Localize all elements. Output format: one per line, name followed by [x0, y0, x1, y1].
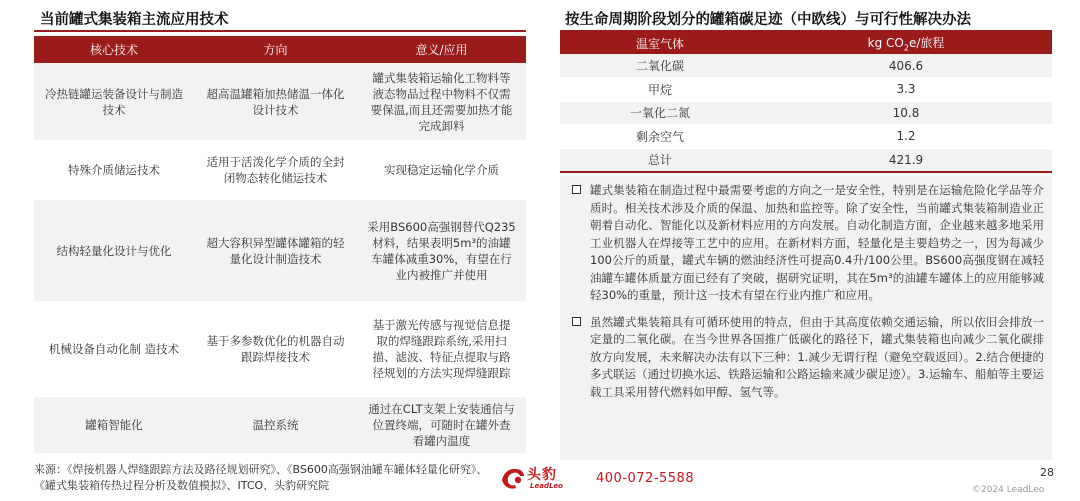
tech-cell: 机械设备自动化制 造技术 — [34, 302, 194, 396]
tech-cell: 特殊介质储运技术 — [34, 141, 194, 199]
right-section-title: 按生命周期阶段划分的罐箱碳足迹（中欧线）与可行性解决办法 — [565, 12, 971, 28]
table-row — [34, 199, 526, 302]
direction-cell: 超大容积异型罐体罐箱的轻量化设计制造技术 — [194, 199, 357, 302]
carbon-table — [560, 32, 1052, 173]
table-row — [34, 141, 526, 199]
direction-cell: 基于多参数优化的机器自动跟踪焊接技术 — [194, 302, 357, 396]
leopard-logo-icon — [500, 464, 526, 490]
left-section-title: 当前罐式集装箱主流应用技术 — [40, 12, 229, 28]
table-row-total — [560, 148, 1052, 172]
table-row — [34, 396, 526, 454]
page-number: 28 — [1040, 466, 1054, 479]
table-row — [560, 125, 1052, 149]
value-cell: 1.2 — [760, 125, 1052, 149]
unit-prefix: kg CO — [867, 35, 904, 50]
value-cell: 10.8 — [760, 101, 1052, 125]
square-bullet-icon — [572, 185, 581, 194]
tech-cell: 结构轻量化设计与优化 — [34, 199, 194, 302]
tech-table-header — [34, 36, 526, 63]
meaning-cell: 采用BS600高强钢替代Q235材料，结果表明5m³的油罐车罐体减重30%，有望在行业内被推广并使用 — [357, 199, 526, 302]
tech-cell: 罐箱智能化 — [34, 396, 194, 454]
table-row — [560, 54, 1052, 78]
gas-cell: 甲烷 — [560, 78, 760, 102]
direction-cell: 超高温罐箱加热储温一体化设计技术 — [194, 63, 357, 141]
analysis-text-box — [560, 176, 1052, 460]
tech-table — [34, 36, 526, 455]
analysis-paragraph — [568, 314, 1044, 402]
direction-cell: 温控系统 — [194, 396, 357, 454]
left-title-rule — [34, 30, 526, 32]
header-meaning: 意义/应用 — [357, 36, 526, 63]
table-row — [34, 302, 526, 396]
logo-chinese-text: 头豹 — [527, 467, 557, 483]
unit-suffix: /旅程 — [916, 35, 945, 50]
header-unit — [760, 32, 1052, 54]
leadleo-logo — [500, 462, 580, 492]
table-row — [560, 101, 1052, 125]
tech-cell: 冷热链罐运装备设计与制造技术 — [34, 63, 194, 141]
analysis-paragraph — [568, 182, 1044, 305]
contact-phone: 400-072-5588 — [596, 471, 695, 486]
paragraph-text: 虽然罐式集装箱具有可循环使用的特点，但由于其高度依赖交通运输，所以依旧会排放一定量的二氧化碳。在当今世界各国推广低碳化的路径下，罐式集装箱也向减少二氧化碳排放方向发展，未来解决办法有以下三种：1.减少无谓行程（避免空载返回）。2.结合便捷的多式联运（通过切换水运、铁路运输和公路运输来减少碳足迹）。3.运输车、船舶等主要运载工具采用替代燃料如甲醇、氢气等。 — [590, 314, 1044, 399]
meaning-cell: 通过在CLT支架上安装通信与位置终端，可随时在罐外查看罐内温度 — [357, 396, 526, 454]
gas-cell: 一氧化二氮 — [560, 101, 760, 125]
gas-cell: 二氧化碳 — [560, 54, 760, 78]
value-cell: 421.9 — [760, 148, 1052, 172]
table-row — [560, 78, 1052, 102]
gas-cell: 剩余空气 — [560, 125, 760, 149]
copyright-note: ©2024 LeadLeo — [972, 485, 1045, 495]
direction-cell: 适用于活泼化学介质的全封闭物态转化储运技术 — [194, 141, 357, 199]
unit-sub: 2 — [903, 43, 909, 53]
gas-cell: 总计 — [560, 148, 760, 172]
paragraph-text: 罐式集装箱在制造过程中最需要考虑的方向之一是安全性，特别是在运输危险化学品等介质时。相关技术涉及介质的保温、加热和监控等。除了安全性，当前罐式集装箱制造业正朝着自动化、智能化以及新材料应用的方向发展。自动化制造方面，企业越来越多地采用工业机器人在焊接等工艺中的应用。在新材料方面，轻量化是主要趋势之一，因为每减少100公斤的质量，罐式车辆的燃油经济性可提高0.4升/100公里。BS600高强度钢在减轻油罐车罐体质量方面已经有了突破，据研究证明，其在5m³的油罐车罐体上的应用能够减轻30%的重量，预计这一技术有望在行业内推广和应用。 — [590, 183, 1044, 302]
unit-e: e — [908, 35, 917, 50]
header-gas: 温室气体 — [560, 32, 760, 54]
logo-english-text: LeadLeo — [530, 482, 563, 490]
source-note: 来源：《焊接机器人焊缝跟踪方法及路径规划研究》、《BS600高强钢油罐车罐体轻量化研究》、《罐式集装箱传热过程分析及数值模拟》、ITCO、头豹研究院 — [34, 463, 488, 492]
meaning-cell: 基于激光传感与视觉信息提取的焊缝跟踪系统,采用扫描、滤波、特征点提取与路径规划的方法实现焊缝跟踪 — [357, 302, 526, 396]
table-row — [34, 63, 526, 141]
header-core-tech: 核心技术 — [34, 36, 194, 63]
square-bullet-icon — [572, 317, 581, 326]
meaning-cell: 实现稳定运输化学介质 — [357, 141, 526, 199]
value-cell: 3.3 — [760, 78, 1052, 102]
header-direction: 方向 — [194, 36, 357, 63]
meaning-cell: 罐式集装箱运输化工物料等液态物品过程中物料不仅需要保温,而且还需要加热才能完成卸料 — [357, 63, 526, 141]
carbon-table-header — [560, 32, 1052, 54]
value-cell: 406.6 — [760, 54, 1052, 78]
